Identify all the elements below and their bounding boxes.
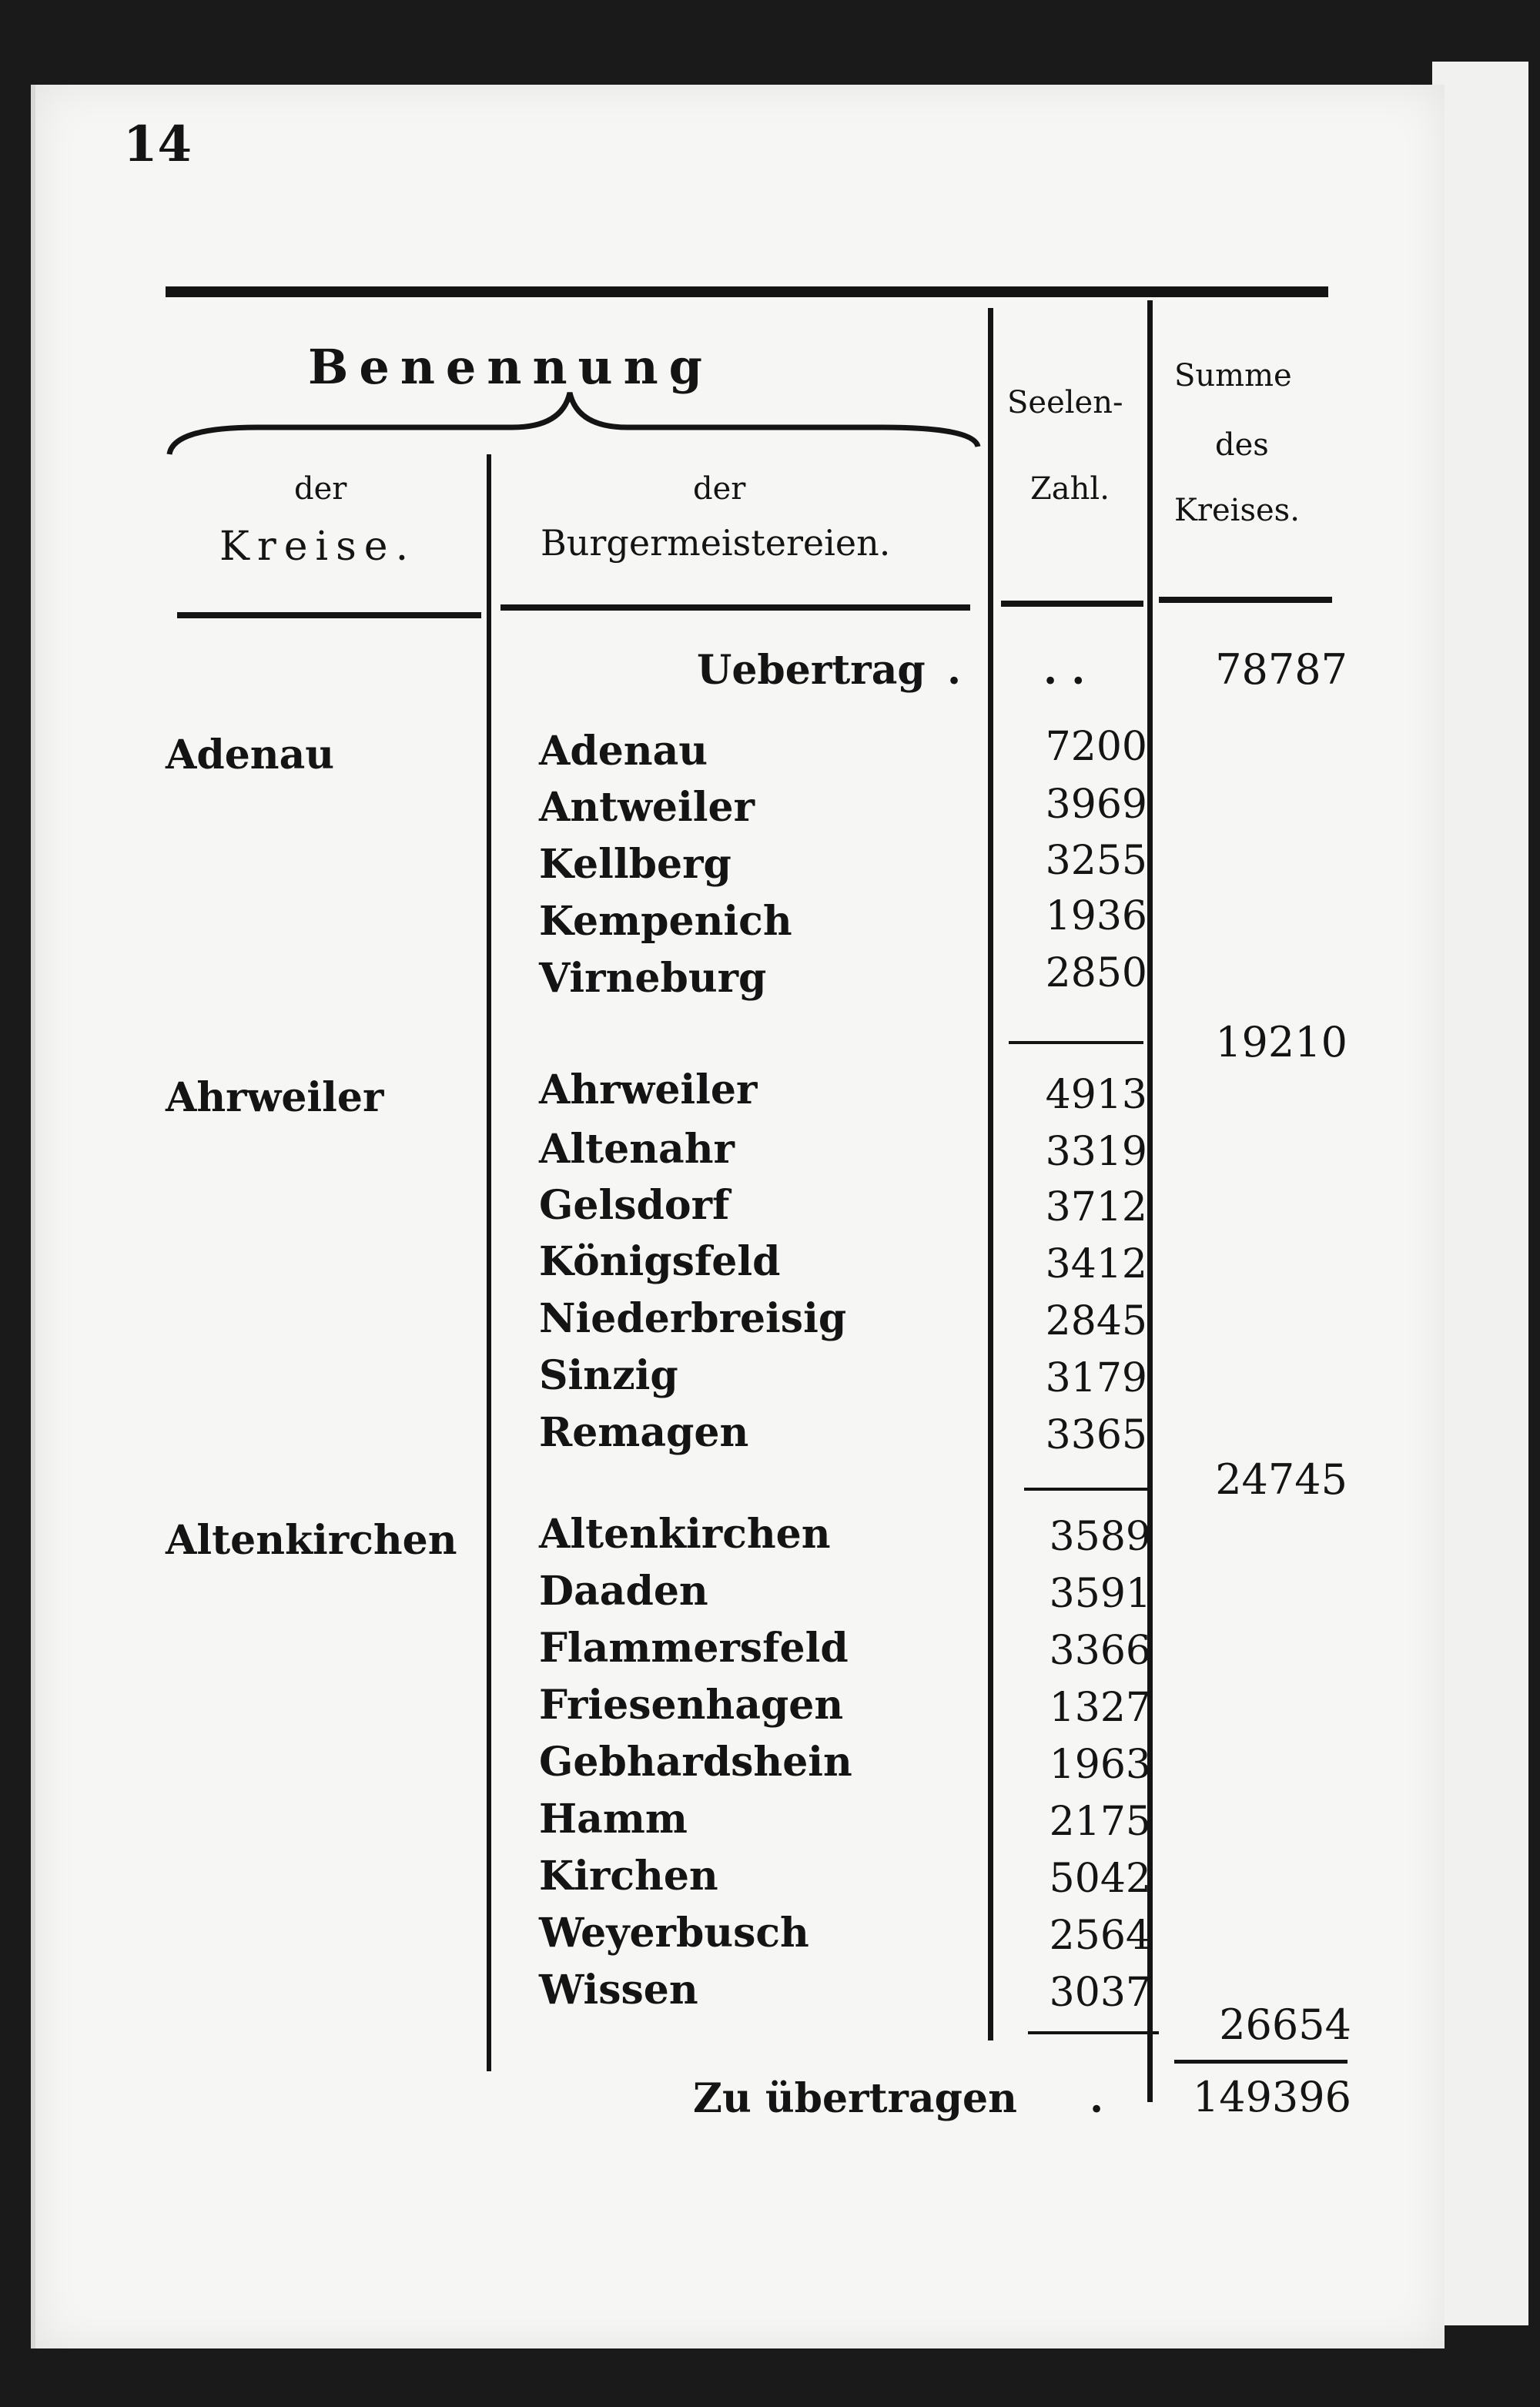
burg-value: 2564: [1049, 1913, 1151, 1959]
header-kreise: Kreise.: [219, 524, 417, 570]
header-brace: [166, 385, 982, 462]
burg-name: Wissen: [539, 1967, 698, 2014]
burg-value: 2175: [1049, 1799, 1151, 1845]
uebertrag-label: Uebertrag: [697, 647, 926, 694]
facing-page-edge: [1432, 62, 1528, 2325]
header-zahl: Zahl.: [1030, 471, 1110, 507]
burg-value: 1963: [1049, 1742, 1151, 1788]
uebertrag-dots: . .: [1043, 647, 1086, 694]
burg-name: Sinzig: [539, 1352, 678, 1399]
subtotal-rule: [1024, 1488, 1151, 1491]
burg-name: Altenahr: [539, 1126, 735, 1173]
burg-value: 3969: [1045, 782, 1147, 828]
page-number: 14: [123, 115, 192, 173]
burg-name: Gelsdorf: [539, 1182, 730, 1229]
header-burgermeistereien: Burgermeistereien.: [541, 522, 891, 564]
burg-name: Virneburg: [539, 955, 767, 1002]
footer-dot: .: [1090, 2075, 1104, 2122]
burg-value: 3179: [1045, 1355, 1147, 1401]
column-rule-1: [487, 454, 491, 2071]
burg-name: Ahrweiler: [539, 1066, 758, 1113]
burg-name: Altenkirchen: [539, 1511, 831, 1558]
kreis-name: Ahrweiler: [166, 1074, 384, 1121]
burg-value: 3319: [1045, 1129, 1147, 1175]
burg-name: Kirchen: [539, 1853, 718, 1900]
kreis-sum: 26654: [1219, 2000, 1351, 2049]
header-benennung: Benennung: [308, 339, 714, 395]
burg-name: Antweiler: [539, 784, 755, 831]
kreis-sum: 19210: [1215, 1018, 1348, 1066]
kreis-name: Adenau: [166, 731, 335, 778]
footer-total: 149396: [1192, 2073, 1351, 2121]
header-summe: Summe: [1174, 358, 1292, 393]
kreis-sum: 24745: [1215, 1455, 1348, 1504]
burg-name: Weyerbusch: [539, 1910, 809, 1957]
kreis-name: Altenkirchen: [166, 1517, 457, 1564]
header-underline-kreise: [177, 612, 481, 618]
header-der-right: der: [693, 471, 746, 507]
footer-label: Zu übertragen: [693, 2075, 1017, 2122]
burg-value: 7200: [1045, 724, 1147, 770]
burg-value: 2850: [1045, 950, 1147, 996]
header-kreises: Kreises.: [1174, 493, 1300, 528]
burg-value: 2845: [1045, 1298, 1147, 1344]
header-des: des: [1215, 427, 1269, 463]
burg-name: Remagen: [539, 1409, 749, 1456]
burg-value: 1327: [1049, 1685, 1151, 1731]
burg-name: Kempenich: [539, 898, 792, 945]
burg-value: 5042: [1049, 1856, 1151, 1902]
total-rule: [1174, 2060, 1348, 2064]
top-rule: [166, 286, 1328, 297]
subtotal-rule: [1009, 1041, 1143, 1044]
burg-name: Kellberg: [539, 841, 732, 888]
header-underline-zahl: [1001, 601, 1143, 607]
burg-name: Königsfeld: [539, 1238, 781, 1285]
burg-value: 3589: [1049, 1514, 1151, 1560]
burg-value: 3037: [1049, 1970, 1151, 2016]
header-underline-summe: [1159, 597, 1332, 603]
burg-name: Niederbreisig: [539, 1295, 847, 1342]
header-underline-burg: [500, 604, 970, 611]
burg-name: Friesenhagen: [539, 1682, 844, 1729]
burg-value: 3412: [1045, 1241, 1147, 1287]
burg-value: 3591: [1049, 1571, 1151, 1617]
uebertrag-value: 78787: [1215, 645, 1348, 694]
burg-name: Adenau: [539, 728, 708, 775]
burg-value: 3366: [1049, 1628, 1151, 1674]
subtotal-rule: [1028, 2031, 1159, 2034]
header-der-left: der: [294, 471, 347, 507]
burg-name: Hamm: [539, 1796, 688, 1843]
burg-name: Daaden: [539, 1568, 708, 1615]
burg-value: 3712: [1045, 1184, 1147, 1230]
column-rule-2: [988, 308, 993, 2040]
header-seelen: Seelen-: [1007, 385, 1123, 420]
burg-value: 3365: [1045, 1412, 1147, 1458]
burg-name: Gebhardshein: [539, 1739, 852, 1786]
burg-value: 4913: [1045, 1072, 1147, 1118]
burg-value: 3255: [1045, 838, 1147, 884]
uebertrag-dot: .: [947, 647, 962, 694]
burg-value: 1936: [1045, 893, 1147, 939]
burg-name: Flammersfeld: [539, 1625, 849, 1672]
